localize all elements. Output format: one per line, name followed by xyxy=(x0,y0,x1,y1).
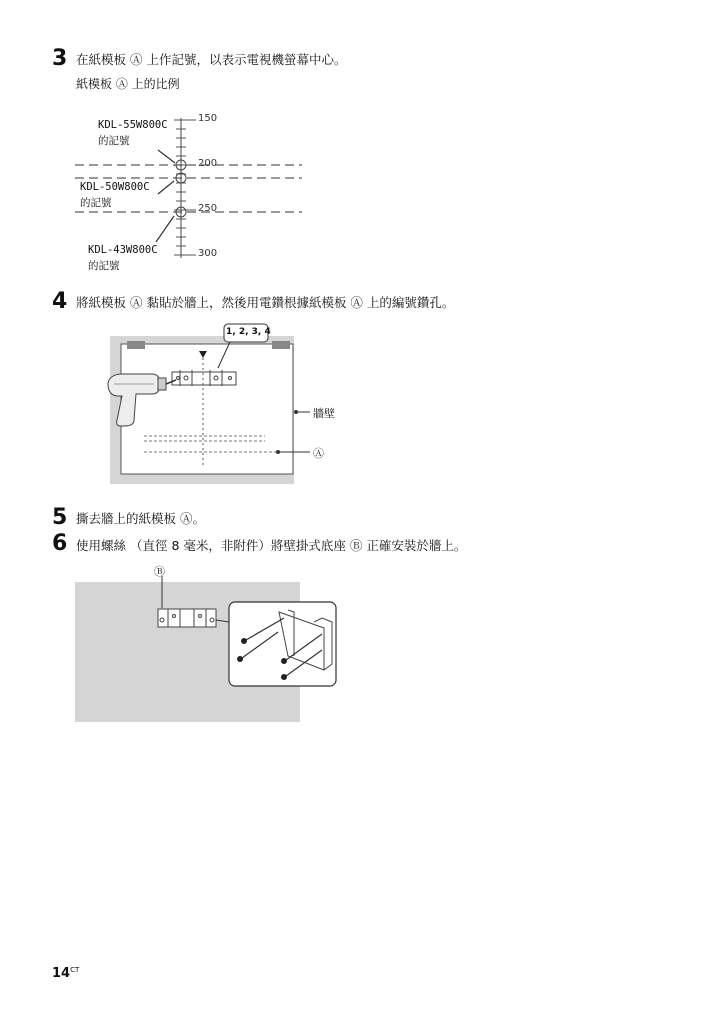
page-number: $14^{CT}$ xyxy=(52,966,80,981)
tick-label-200: 200 xyxy=(198,158,218,169)
drill-figure xyxy=(100,322,340,488)
step-4-number: 4 xyxy=(52,289,68,314)
step-6-number: 6 xyxy=(52,531,68,556)
scale-caption: 紙模板 Ⓐ 上的比例 xyxy=(76,77,180,91)
tick-label-150: 150 xyxy=(198,113,218,124)
step-3-text: 在紙模板 Ⓐ 上作記號，以表示電視機螢幕中心。 xyxy=(76,52,347,67)
drill-drawing xyxy=(100,322,340,488)
step-5-number: 5 xyxy=(52,505,68,530)
mount-figure xyxy=(74,560,344,725)
tick-label-300: 300 xyxy=(198,248,218,259)
drill-order-callout: 1, 2, 3, 4 xyxy=(226,327,271,337)
mark-label-50: KDL-50W800C 的記號 xyxy=(80,181,150,209)
step-4-text: 將紙模板 Ⓐ 黏貼於牆上，然後用電鑽根據紙模板 Ⓐ 上的編號鑽孔。 xyxy=(76,295,455,310)
step-5-text: 撕去牆上的紙模板 Ⓐ。 xyxy=(76,511,205,526)
tick-label-250: 250 xyxy=(198,203,218,214)
scale-figure xyxy=(70,108,310,278)
step-3-number: 3 xyxy=(52,46,68,71)
mark-label-43: KDL-43W800C 的記號 xyxy=(88,244,158,272)
wall-label: 牆壁 xyxy=(313,407,335,420)
bracket-label: Ⓑ xyxy=(154,565,165,578)
step-6-text: 使用螺絲 （直徑 8 毫米，非附件）將壁掛式底座 Ⓑ 正確安裝於牆上。 xyxy=(76,538,467,553)
template-label: Ⓐ xyxy=(313,447,324,460)
mount-drawing xyxy=(74,560,344,725)
mark-label-55: KDL-55W800C 的記號 xyxy=(98,119,168,147)
